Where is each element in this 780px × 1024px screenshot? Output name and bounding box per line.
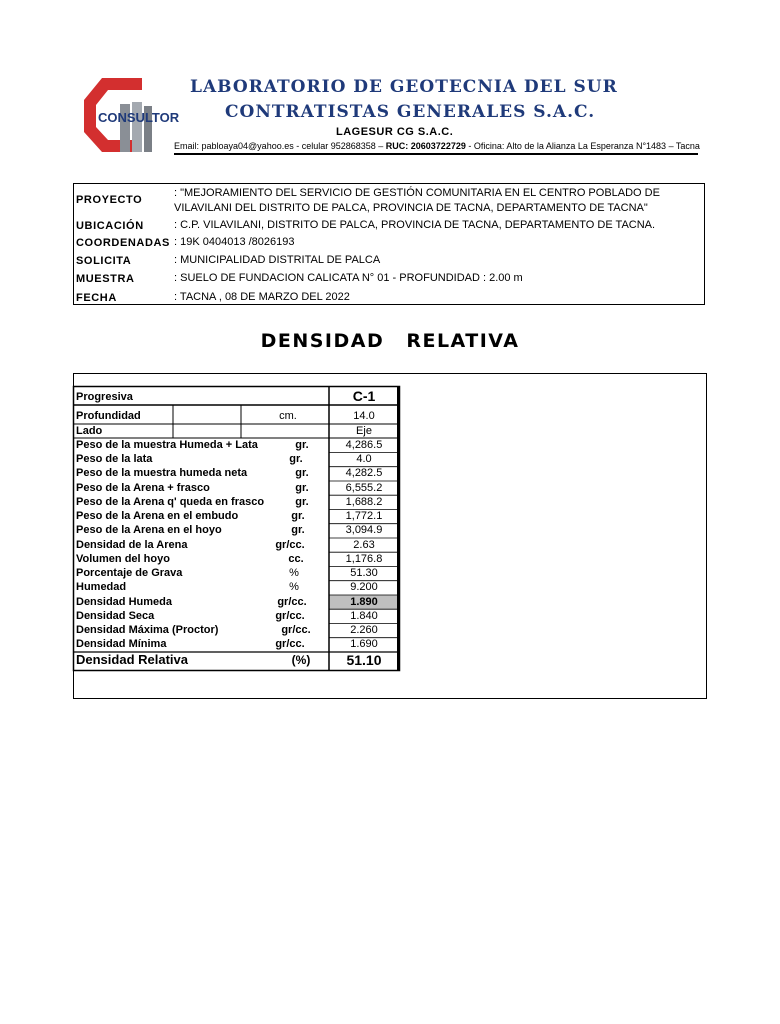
row-unit: gr. — [295, 439, 309, 451]
row-label: Peso de la muestra humeda neta — [76, 467, 248, 479]
row-unit: gr/cc. — [275, 610, 305, 622]
row-unit: gr/cc. — [275, 638, 305, 650]
row-value: 9.200 — [350, 581, 378, 593]
row-label: Porcentaje de Grava — [76, 567, 183, 579]
densidad-relativa-value: 51.10 — [346, 652, 382, 668]
contact-prefix: Email: pabloaya04@yahoo.es - celular 952868358 – — [174, 141, 386, 151]
ubicacion-value: : C.P. VILAVILANI, DISTRITO DE PALCA, PROVINCIA DE TACNA, DEPARTAMENTO DE TACNA. — [174, 219, 656, 231]
ruc-number: RUC: 20603722729 — [385, 141, 466, 151]
row-label: Peso de la Arena en el hoyo — [76, 524, 222, 536]
row-value: 2.260 — [350, 624, 378, 636]
lab-title-line1: LABORATORIO DE GEOTECNIA DEL SUR — [190, 77, 618, 97]
section-title: DENSIDAD RELATIVA — [260, 330, 520, 352]
row-value: 3,094.9 — [345, 524, 383, 536]
row-value: 4,286.5 — [345, 439, 383, 451]
proyecto-value: : "MEJORAMIENTO DEL SERVICIO DE GESTIÓN COMUNITARIA EN EL CENTRO POBLADO DE VILAVILANI DEL DISTRITO DE PALCA, PROVINCIA DE TACNA, DEPARTAMENTO DE TACNA" — [174, 187, 660, 214]
fecha-label: FECHA — [76, 292, 117, 304]
lado-value: Eje — [356, 425, 372, 437]
row-value: 4,282.5 — [345, 467, 383, 479]
row-label: Peso de la Arena en el embudo — [76, 510, 239, 522]
row-label: Densidad de la Arena — [76, 539, 188, 551]
row-unit: gr/cc. — [275, 539, 305, 551]
coordenadas-label: COORDENADAS — [76, 237, 170, 249]
row-value: 4.0 — [356, 453, 372, 465]
solicita-value: : MUNICIPALIDAD DISTRITAL DE PALCA — [174, 254, 381, 266]
row-value: 6,555.2 — [345, 482, 383, 494]
row-label: Densidad Seca — [76, 610, 155, 622]
row-unit: cc. — [288, 553, 304, 565]
row-unit: gr. — [295, 467, 309, 479]
row-value: 51.30 — [350, 567, 378, 579]
lado-label: Lado — [76, 425, 103, 437]
coordenadas-value: : 19K 0404013 /8026193 — [174, 236, 295, 248]
muestra-value: : SUELO DE FUNDACION CALICATA N° 01 - PROFUNDIDAD : 2.00 m — [174, 272, 523, 284]
progresiva-value: C-1 — [352, 388, 376, 404]
row-label: Peso de la Arena q' queda en frasco — [76, 496, 265, 508]
row-label: Volumen del hoyo — [76, 553, 170, 565]
row-value: 1,176.8 — [345, 553, 383, 565]
row-value: 2.63 — [353, 539, 375, 551]
fecha-value: : TACNA , 08 DE MARZO DEL 2022 — [174, 291, 350, 303]
logo-text: CONSULTOR — [98, 110, 180, 125]
profundidad-unit: cm. — [279, 410, 297, 422]
row-unit: gr/cc. — [277, 596, 307, 608]
row-label: Peso de la muestra Humeda + Lata — [76, 439, 258, 451]
row-unit: gr. — [291, 524, 305, 536]
consultor-logo — [80, 72, 180, 156]
progresiva-label: Progresiva — [76, 391, 133, 403]
company-short-name: LAGESUR CG S.A.C. — [336, 126, 454, 138]
row-value: 1,772.1 — [345, 510, 383, 522]
row-value: 1.690 — [350, 638, 378, 650]
row-unit: gr. — [295, 482, 309, 494]
row-label: Densidad Máxima (Proctor) — [76, 624, 219, 636]
contact-line — [174, 141, 700, 151]
densidad-relativa-unit: (%) — [291, 653, 311, 667]
row-unit: % — [289, 581, 299, 593]
row-unit: gr. — [295, 496, 309, 508]
profundidad-value: 14.0 — [353, 410, 375, 422]
proyecto-label: PROYECTO — [76, 194, 143, 206]
row-label: Peso de la Arena + frasco — [76, 482, 210, 494]
solicita-label: SOLICITA — [76, 255, 132, 267]
row-unit: gr. — [291, 510, 305, 522]
row-unit: gr. — [289, 453, 303, 465]
row-value: 1.840 — [350, 610, 378, 622]
row-label: Densidad Humeda — [76, 596, 172, 608]
densidad-relativa-label: Densidad Relativa — [76, 652, 188, 667]
row-value: 1,688.2 — [345, 496, 383, 508]
header-divider — [174, 153, 698, 155]
contact-suffix: - Oficina: Alto de la Alianza La Esperanza N°1483 – Tacna — [465, 141, 700, 151]
row-unit: % — [289, 567, 299, 579]
profundidad-label: Profundidad — [76, 410, 141, 422]
row-value: 1.890 — [350, 596, 378, 608]
row-label: Peso de la lata — [76, 453, 153, 465]
row-unit: gr/cc. — [281, 624, 311, 636]
ubicacion-label: UBICACIÓN — [76, 220, 144, 232]
lab-title-line2: CONTRATISTAS GENERALES S.A.C. — [225, 102, 596, 122]
muestra-label: MUESTRA — [76, 273, 135, 285]
row-label: Humedad — [76, 581, 127, 593]
row-label: Densidad Mínima — [76, 638, 167, 650]
